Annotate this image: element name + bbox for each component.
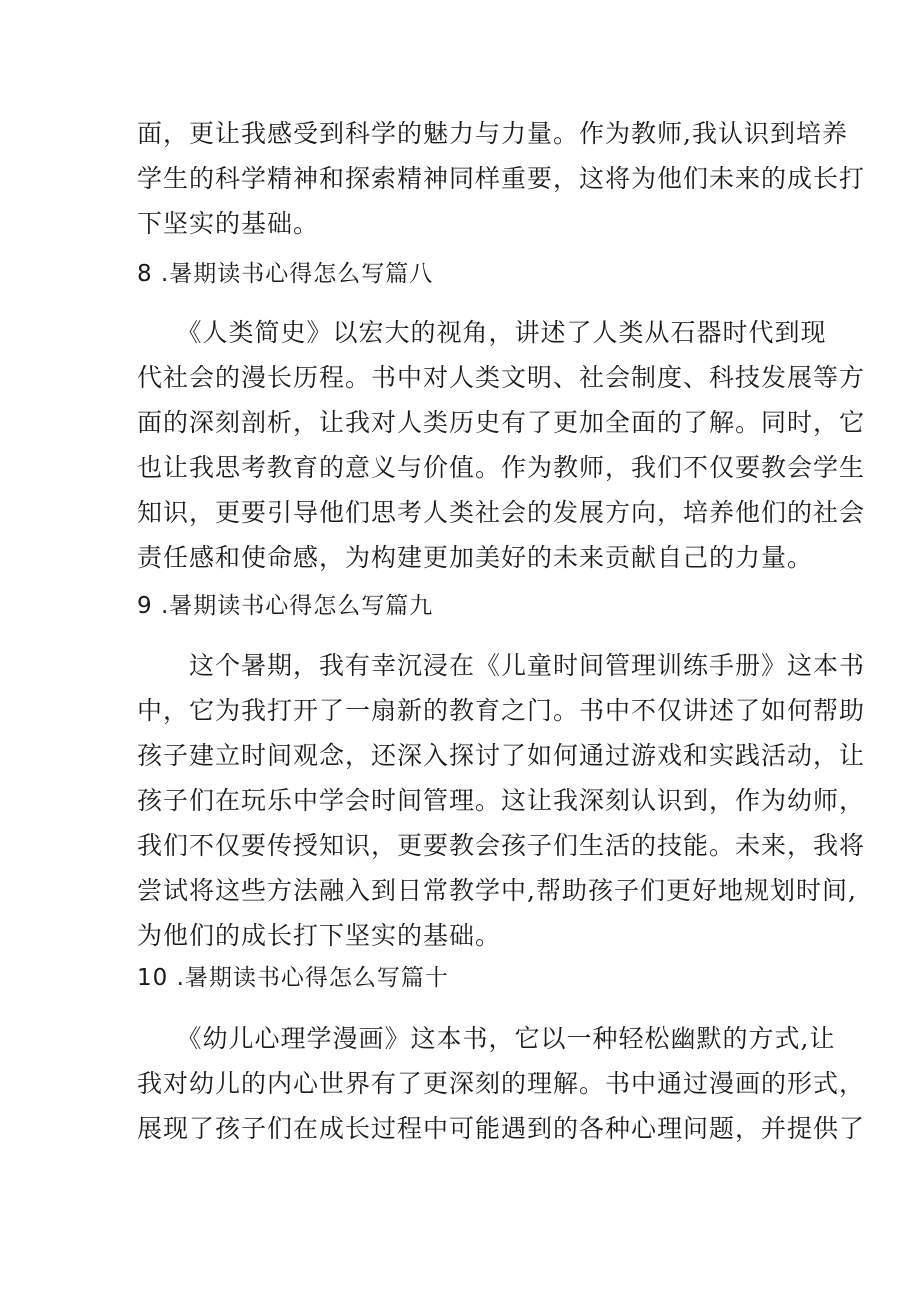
section-10-heading [137,962,787,994]
paragraph-line: 这个暑期，我有幸沉浸在《儿童时间管理训练手册》这本书 [137,651,866,680]
section-8-heading [137,258,787,290]
paragraph-line: 知识，更要引导他们思考人类社会的发展方向，培养他们的社会 [137,498,866,527]
paragraph-line: 我对幼儿的内心世界有了更深刻的理解。书中通过漫画的形式， [137,1069,866,1098]
section-10-paragraph [137,1016,866,1151]
paragraph-line: 《幼儿心理学漫画》这本书，它以一种轻松幽默的方式,让 [137,1024,836,1053]
paragraph-line: 尝试将这些方法融入到日常教学中,帮助孩子们更好地规划时间, [137,876,857,905]
paragraph-line: 责任感和使命感，为构建更加美好的未来贡献自己的力量。 [137,543,814,572]
paragraph-line: 中，它为我打开了一扇新的教育之门。书中不仅讲述了如何帮助 [137,696,866,725]
paragraph-line: 为他们的成长打下坚实的基础。 [137,921,502,950]
paragraph-line: 也让我思考教育的意义与价值。作为教师，我们不仅要教会学生 [137,453,866,482]
paragraph-line: 学生的科学精神和探索精神同样重要，这将为他们未来的成长打 [137,164,866,193]
section-heading: 9 .暑期读书心得怎么写篇九 [137,593,434,619]
intro-paragraph [137,111,866,246]
section-9-paragraph [137,643,866,958]
paragraph-line: 我们不仅要传授知识，更要教会孩子们生活的技能。未来，我将 [137,831,866,860]
section-heading: 10 .暑期读书心得怎么写篇十 [137,965,449,991]
section-8-paragraph [137,310,866,580]
section-9-heading [137,590,787,622]
section-heading: 8 .暑期读书心得怎么写篇八 [137,261,434,287]
paragraph-line: 孩子建立时间观念，还深入探讨了如何通过游戏和实践活动，让 [137,741,866,770]
paragraph-line: 面，更让我感受到科学的魅力与力量。作为教师,我认识到培养 [137,119,848,148]
paragraph-line: 孩子们在玩乐中学会时间管理。这让我深刻认识到，作为幼师， [137,786,866,815]
paragraph-line: 《人类简史》以宏大的视角，讲述了人类从石器时代到现 [137,318,827,347]
paragraph-line: 代社会的漫长历程。书中对人类文明、社会制度、科技发展等方 [137,363,866,392]
paragraph-line: 面的深刻剖析，让我对人类历史有了更加全面的了解。同时，它 [137,408,866,437]
paragraph-line: 展现了孩子们在成长过程中可能遇到的各种心理问题，并提供了 [137,1114,866,1143]
paragraph-line: 下坚实的基础。 [137,209,320,238]
